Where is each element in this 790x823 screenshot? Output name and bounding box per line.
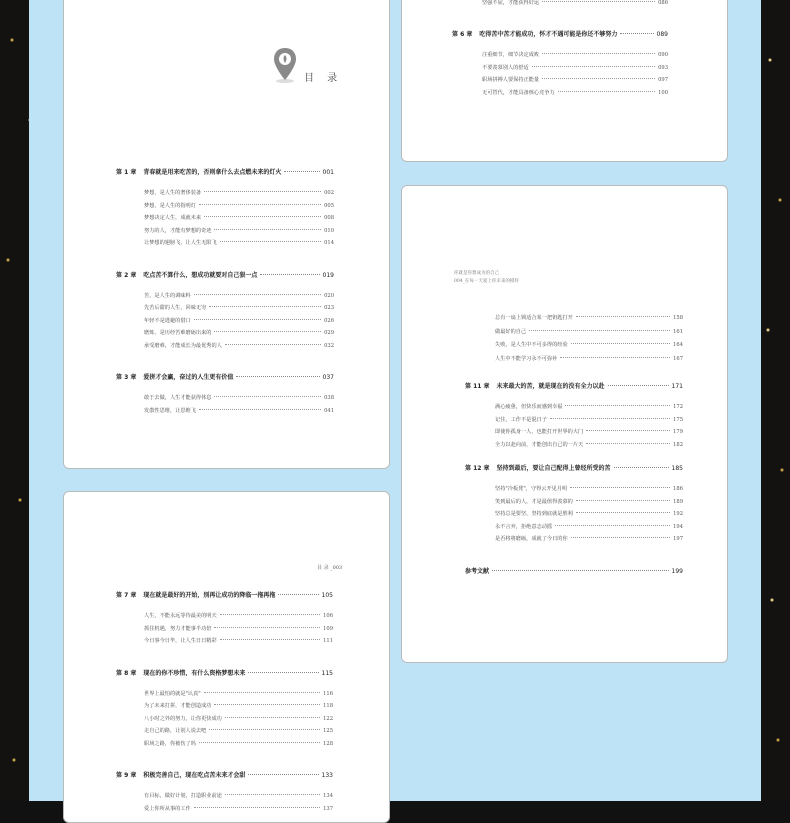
chapter-number: 第 8 章	[116, 669, 137, 677]
section-title: 坚持总是要坚，坚持到底就是胜利	[495, 511, 573, 517]
section-title: 梦想，是人生的指明灯	[144, 202, 196, 209]
leader-dots	[214, 229, 321, 230]
chapter-title: 积极完善自己，现在吃点苦未来才会甜	[143, 772, 246, 779]
section-entry	[495, 535, 683, 542]
section-page: 008	[324, 215, 334, 221]
leader-dots	[571, 537, 670, 538]
section-entry	[144, 214, 334, 221]
section-page: 179	[673, 429, 683, 435]
section-entry	[482, 0, 668, 6]
section-title: 磨炼，是历经苦难磨砺出来的	[144, 330, 212, 336]
section-entry	[495, 441, 683, 448]
chapter-number: 第 2 章	[116, 271, 137, 279]
section-entry	[144, 342, 334, 349]
chapter-entry	[116, 770, 333, 779]
chapter-number: 第 6 章	[452, 31, 473, 38]
leader-dots	[194, 294, 321, 295]
chapter-title: 现在的你不珍惜，有什么资格梦想未来	[143, 669, 246, 677]
section-entry	[482, 64, 668, 71]
leader-dots	[586, 430, 670, 431]
watermark-line-1: 你就是你想成为的自己	[454, 271, 499, 276]
chapter-entry	[116, 590, 333, 599]
section-title: 全力以赴向前，才能创出自己的一片天	[495, 441, 584, 448]
leader-dots	[576, 500, 670, 501]
section-page: 002	[324, 190, 334, 196]
section-entry	[144, 407, 334, 414]
leader-dots	[555, 525, 670, 526]
leader-dots	[576, 512, 670, 513]
section-entry	[144, 227, 334, 234]
section-title: 先苦后甜的人生，回味无穷	[144, 305, 207, 311]
section-title: 走自己的路，让别人说去吧	[144, 728, 207, 734]
section-title: 人生中不能学习永不可弥补	[495, 355, 558, 362]
section-entry	[144, 637, 333, 644]
section-title: 职场拼搏人要保持正能量	[482, 77, 540, 83]
leader-dots	[542, 78, 655, 79]
leader-dots	[204, 692, 320, 693]
section-page: 020	[324, 292, 334, 299]
section-title: 让梦想的翅膀飞，让人生无限飞	[144, 240, 217, 246]
chapter-page: 019	[322, 271, 334, 279]
leader-dots	[220, 241, 321, 242]
section-page: 026	[324, 317, 334, 324]
leader-dots	[236, 376, 319, 377]
chapter-title: 吃点苦不算什么，想成功就要对自己狠一点	[143, 271, 258, 279]
leader-dots	[565, 405, 670, 406]
leader-dots	[220, 614, 320, 615]
leader-dots	[560, 357, 670, 358]
section-title: 满心疲惫，但快乐而感到幸福	[495, 404, 563, 410]
section-page: 122	[323, 715, 333, 722]
toc-header	[272, 46, 352, 96]
section-page: 118	[323, 703, 333, 709]
chapter-page: 171	[671, 383, 683, 390]
section-title: 今日事今日毕，让人生日日精彩	[144, 638, 217, 644]
section-entry	[495, 403, 683, 410]
leader-dots	[529, 330, 670, 331]
section-page: 109	[323, 625, 333, 632]
section-entry	[495, 416, 683, 423]
section-title: 抓住机遇，努力才能事半功倍	[144, 625, 212, 632]
section-entry	[482, 89, 668, 96]
section-page: 158	[673, 315, 683, 321]
leader-dots	[492, 570, 669, 571]
section-page: 041	[324, 407, 334, 414]
section-title: 坚强不屈，才能获得好运	[482, 0, 540, 6]
section-page: 175	[673, 416, 683, 423]
section-entry	[144, 805, 333, 812]
section-title: 八小时之外的努力，让你更快成功	[144, 715, 222, 722]
running-header: 目 录 _003	[317, 565, 343, 571]
section-title: 记住，工作不是混日子	[495, 416, 547, 423]
section-entry	[144, 304, 334, 311]
section-title: 坚持"冷板凳"，守得云开见月明	[495, 486, 568, 492]
section-title: 永不言弃，拒绝意志动摇	[495, 523, 553, 530]
section-title: 职场之路，你被伤了吗	[144, 740, 196, 747]
section-entry	[144, 292, 334, 299]
section-page: 111	[323, 638, 333, 644]
leader-dots	[248, 774, 318, 775]
toc-page-2	[401, 0, 728, 162]
leader-dots	[542, 53, 655, 54]
section-entry	[144, 329, 334, 336]
section-page: 010	[324, 227, 334, 234]
section-entry	[495, 510, 683, 517]
leader-dots	[194, 807, 320, 808]
leader-dots	[214, 627, 320, 628]
section-page: 014	[324, 240, 334, 246]
section-page: 100	[658, 89, 668, 96]
section-entry	[144, 612, 333, 619]
section-entry	[495, 314, 683, 321]
chapter-title: 现在就是最好的开始，别再让成功的降临一拖再拖	[143, 592, 276, 599]
leader-dots	[199, 204, 321, 205]
section-title: 注重细节，细节决定成败	[482, 52, 540, 58]
chapter-page: 105	[321, 592, 333, 599]
section-title: 苦，是人生的调味料	[144, 292, 191, 299]
section-entry	[144, 690, 333, 697]
chapter-entry	[116, 167, 334, 176]
section-entry	[144, 394, 334, 401]
section-title: 承受磨难，才能成长为最优秀的人	[144, 342, 222, 349]
section-page: 192	[673, 511, 683, 517]
chapter-entry	[465, 463, 683, 472]
chapter-title: 坚持到最后，要让自己配得上曾经所受的苦	[496, 465, 611, 472]
section-entry	[144, 189, 334, 196]
leader-dots	[576, 316, 670, 317]
chapter-entry	[116, 372, 334, 381]
section-title: 努力的人，才能有梦想的奇迹	[144, 227, 212, 234]
leader-dots	[225, 794, 320, 795]
leader-dots	[204, 191, 321, 192]
references-title: 参考文献	[465, 568, 490, 575]
leader-dots	[220, 639, 320, 640]
section-entry	[144, 792, 333, 799]
toc-page-3	[401, 185, 728, 663]
chapter-page: 185	[671, 465, 683, 472]
chapter-page: 037	[322, 374, 334, 381]
section-entry	[495, 328, 683, 335]
references-page: 199	[671, 568, 683, 575]
section-title: 有目标，做好计划，打造职业前途	[144, 793, 222, 799]
section-page: 116	[323, 690, 333, 697]
section-title: 即使你孤身一人，也能打开世界的大门	[495, 429, 584, 435]
section-entry	[495, 523, 683, 530]
leader-dots	[194, 319, 321, 320]
chapter-entry	[465, 381, 683, 390]
section-entry	[495, 428, 683, 435]
section-title: 年轻不是逃避的借口	[144, 317, 191, 324]
leader-dots	[260, 274, 319, 275]
section-title: 做最好的自己	[495, 328, 527, 335]
chapter-title: 吃得苦中苦才能成功，怀才不遇可能是你还不够努力	[479, 31, 618, 38]
section-title: 为了未来打拼，才能创造成功	[144, 703, 212, 709]
section-title: 无可替代，才能具备核心竞争力	[482, 89, 555, 96]
chapter-number: 第 3 章	[116, 374, 137, 381]
chapter-number: 第 1 章	[116, 169, 137, 176]
section-page: 161	[673, 328, 683, 335]
leader-dots	[214, 331, 321, 332]
section-page: 134	[323, 793, 333, 799]
section-entry	[144, 740, 333, 747]
leader-dots	[542, 1, 655, 2]
leader-dots	[199, 742, 320, 743]
chapter-page: 115	[321, 669, 333, 677]
section-page: 023	[324, 305, 334, 311]
section-page: 167	[673, 355, 683, 362]
section-title: 失败，是人生中不可多得的经验	[495, 342, 568, 348]
section-entry	[144, 317, 334, 324]
toc-title: 目 录	[304, 73, 343, 84]
section-page: 029	[324, 330, 334, 336]
section-entry	[144, 625, 333, 632]
section-page: 164	[673, 342, 683, 348]
section-entry	[495, 341, 683, 348]
section-page: 125	[323, 728, 333, 734]
chapter-number: 第 12 章	[465, 465, 490, 472]
leader-dots	[571, 343, 670, 344]
leader-dots	[209, 306, 321, 307]
leader-dots	[558, 91, 655, 92]
section-entry	[482, 51, 668, 58]
section-title: 世界上最怕的就是"认真"	[144, 690, 201, 697]
leader-dots	[284, 171, 319, 172]
chapter-number: 第 11 章	[465, 383, 490, 390]
section-page: 128	[323, 740, 333, 747]
section-entry	[495, 498, 683, 505]
leader-dots	[620, 33, 653, 34]
page-watermark	[454, 270, 519, 286]
chapter-page: 089	[656, 31, 668, 38]
section-page: 189	[673, 498, 683, 505]
section-entry	[144, 202, 334, 209]
section-page: 186	[673, 486, 683, 492]
section-title: 是否将将磨砺，成就了今日的你	[495, 536, 568, 542]
leader-dots	[570, 487, 670, 488]
leader-dots	[209, 729, 320, 730]
section-page: 182	[673, 441, 683, 448]
leader-dots	[214, 396, 321, 397]
section-title: 爱上你所从事的工作	[144, 805, 191, 812]
watermark-line-2: 004_在每一天爱上你未来的模样	[454, 279, 519, 284]
location-pin-icon	[272, 46, 298, 84]
section-page: 086	[658, 0, 668, 6]
references-entry	[465, 566, 683, 575]
leader-dots	[278, 594, 318, 595]
section-page: 032	[324, 342, 334, 349]
section-page: 097	[658, 77, 668, 83]
chapter-page: 001	[322, 169, 334, 176]
toc-page-4	[63, 491, 390, 823]
section-entry	[144, 727, 333, 734]
leader-dots	[550, 418, 670, 419]
section-title: 敢于去做，人生才能获得休息	[144, 395, 212, 401]
chapter-title: 青春就是用来吃苦的，否则拿什么去点燃未来的灯火	[143, 169, 282, 176]
section-title: 梦想决定人生，成就未来	[144, 215, 202, 221]
chapter-title: 未来最大的苦，就是现在的没有全力以赴	[496, 383, 605, 390]
leader-dots	[214, 704, 320, 705]
section-entry	[482, 76, 668, 83]
leader-dots	[225, 344, 321, 345]
section-page: 172	[673, 404, 683, 410]
chapter-entry	[116, 668, 333, 677]
section-entry	[495, 485, 683, 492]
toc-page-1	[63, 0, 390, 469]
chapter-title: 爱拼才会赢，奋过的人生更有价值	[143, 374, 234, 381]
chapter-number: 第 7 章	[116, 592, 137, 599]
section-page: 194	[673, 523, 683, 530]
section-page: 005	[324, 202, 334, 209]
leader-dots	[225, 717, 320, 718]
chapter-page: 133	[321, 772, 333, 779]
section-entry	[144, 702, 333, 709]
section-page: 137	[323, 805, 333, 812]
chapter-number: 第 9 章	[116, 772, 137, 779]
section-page: 093	[658, 64, 668, 71]
section-title: 人生，不能永远等待最美的明天	[144, 613, 217, 619]
section-entry	[495, 355, 683, 362]
section-page: 038	[324, 395, 334, 401]
section-page: 090	[658, 52, 668, 58]
section-entry	[144, 715, 333, 722]
section-title: 不要羡慕别人的舒适	[482, 64, 529, 71]
leader-dots	[532, 66, 655, 67]
section-title: 总有一扇上锁适合某一把钥匙打开	[495, 315, 573, 321]
chapter-entry	[116, 270, 334, 279]
section-title: 梦想，是人生的奢侈装备	[144, 190, 202, 196]
leader-dots	[614, 467, 669, 468]
leader-dots	[248, 672, 318, 673]
leader-dots	[204, 216, 321, 217]
chapter-entry	[452, 29, 668, 38]
section-entry	[144, 239, 334, 246]
section-page: 197	[673, 536, 683, 542]
section-title: 笑到最后的人，才是最值得羡慕的	[495, 498, 573, 505]
leader-dots	[608, 385, 669, 386]
leader-dots	[199, 409, 321, 410]
section-title: 发散性思维，让思维飞	[144, 407, 196, 414]
leader-dots	[586, 443, 670, 444]
section-page: 106	[323, 613, 333, 619]
